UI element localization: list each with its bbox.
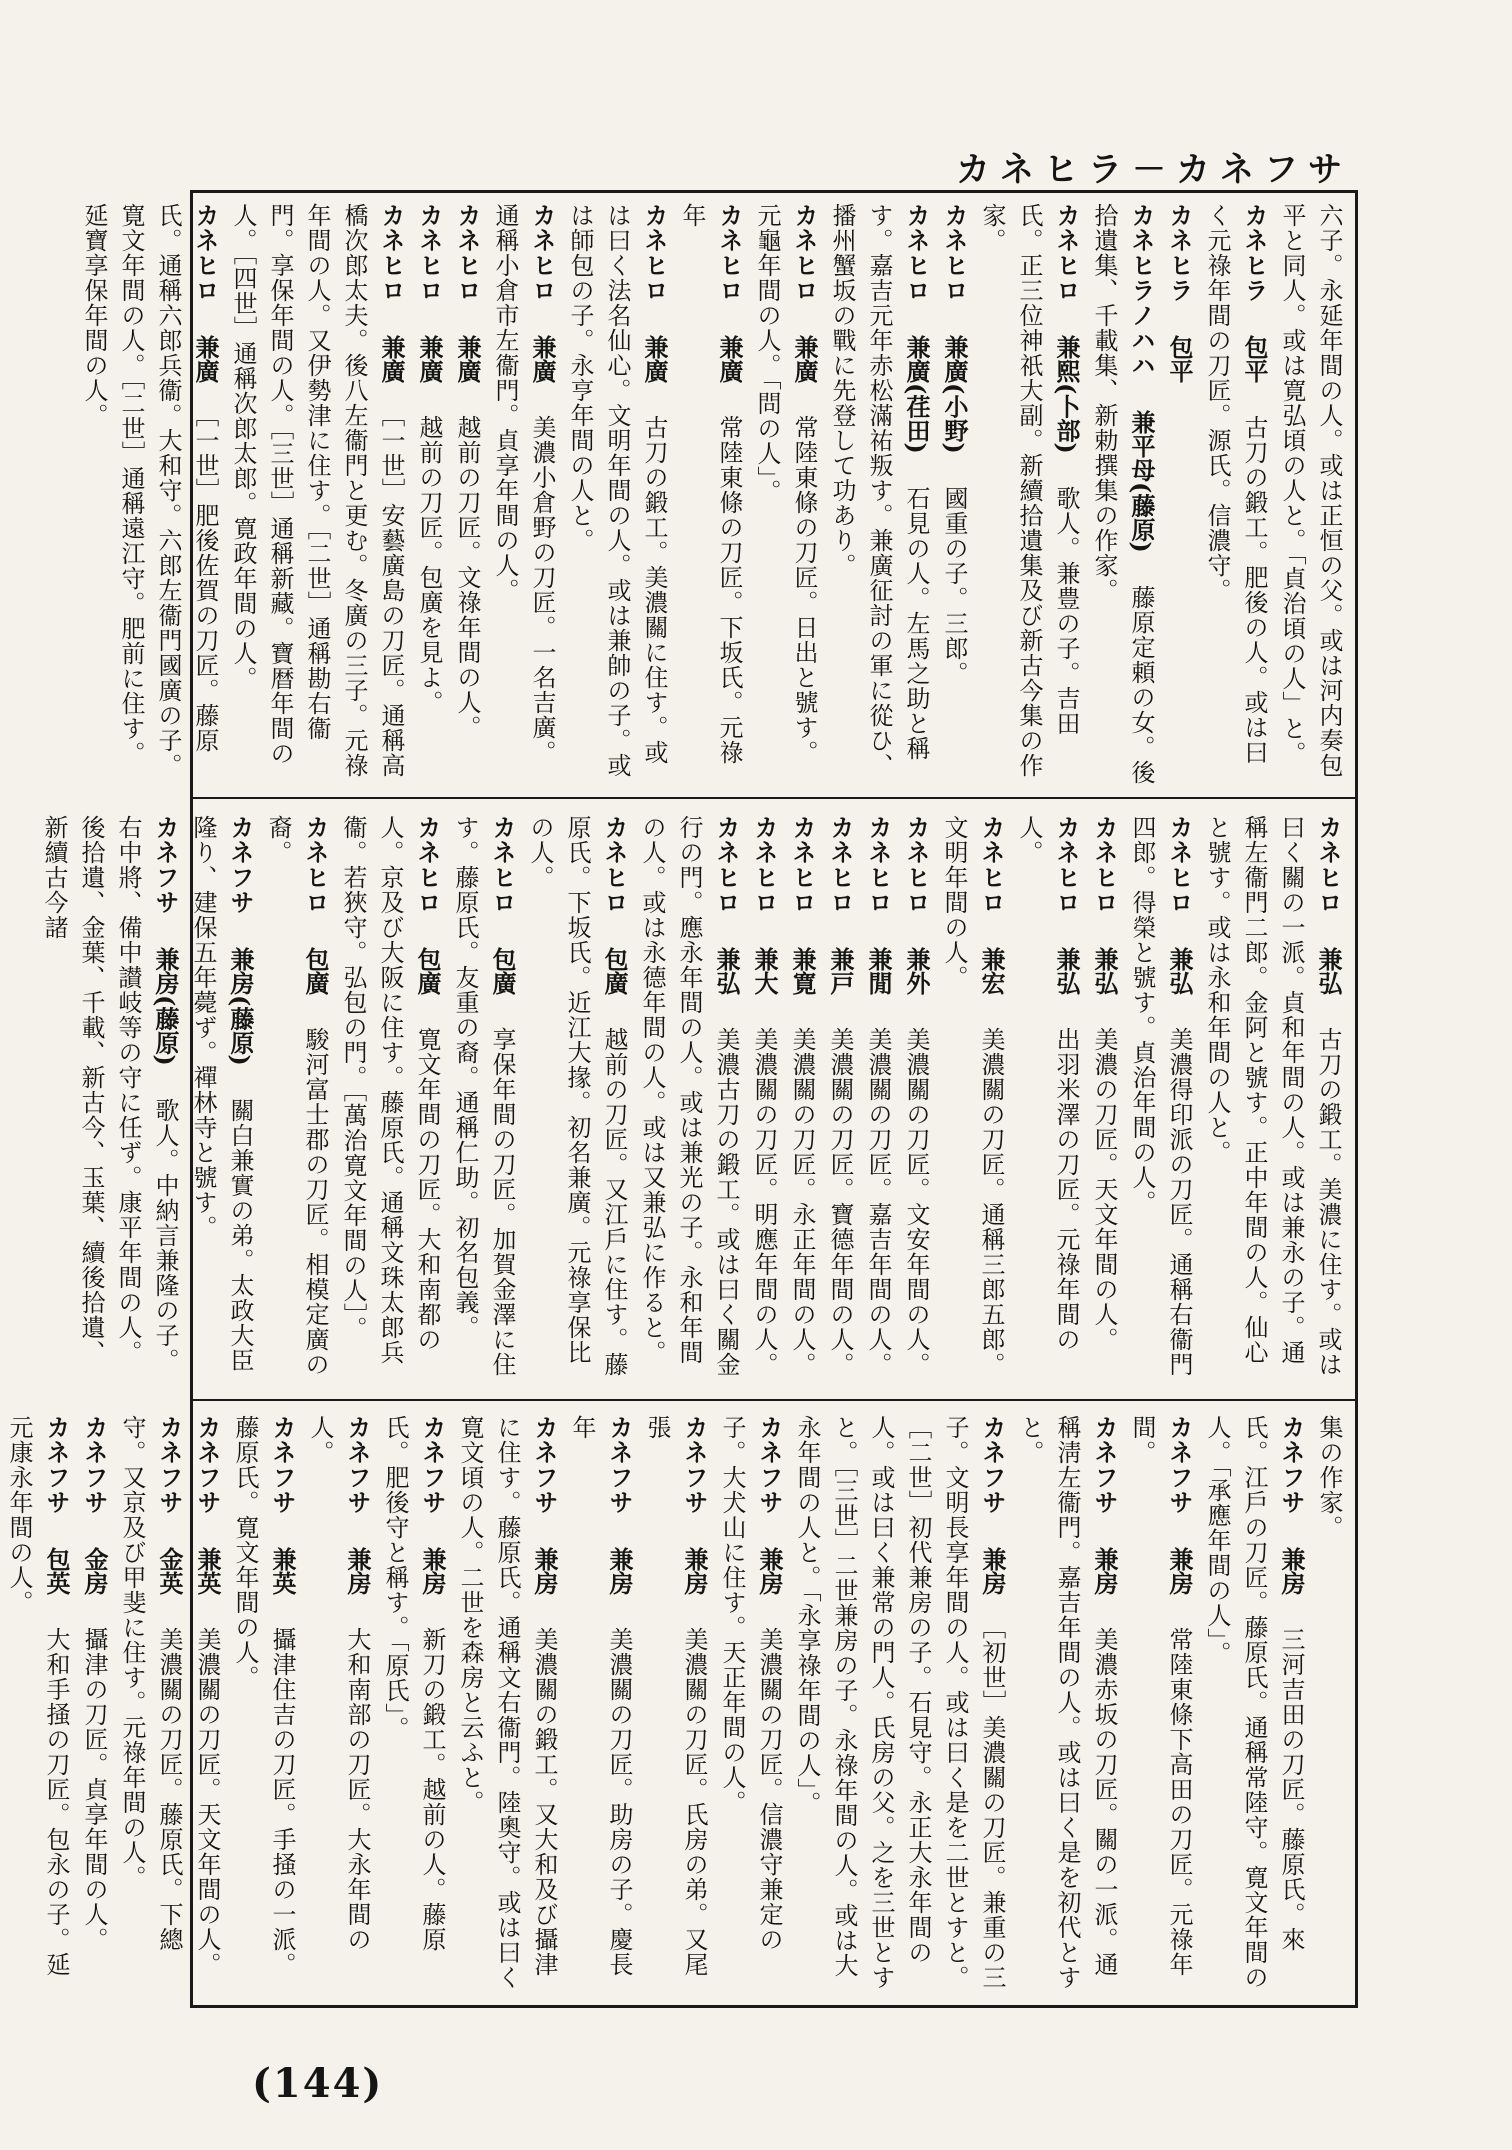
entry-headword: カネヒロ: [864, 815, 892, 915]
entry-headword: カネヒロ: [1314, 815, 1342, 915]
dictionary-entry: [301, 1415, 376, 1995]
dictionary-entry: [823, 203, 935, 785]
entry-headword: カネフサ: [978, 1415, 1006, 1515]
entry-kanji: 兼房(藤原): [226, 923, 255, 1090]
entry-headword: カネフサ: [605, 1415, 633, 1515]
dictionary-entry: [376, 1415, 451, 1995]
dictionary-entry: [446, 815, 521, 1385]
dictionary-entry: [224, 203, 410, 785]
entry-definition: 越前の刀匠。又江戶に住す。藤原氏。下坂氏。近江大掾。初名兼廣。元祿享保比の人。: [526, 815, 628, 1377]
entry-kanji: 兼弘: [1052, 923, 1081, 1019]
tier-divider: [193, 797, 1355, 799]
entry-kanji: 兼廣: [640, 311, 669, 407]
dictionary-entry: [673, 203, 748, 785]
entry-headword: カネフサ: [530, 1415, 558, 1515]
dictionary-entry: [188, 1415, 226, 1995]
entry-definition: 常陸東條下高田の刀匠。元祿年間。: [1128, 1415, 1193, 1977]
entry-headword: カネヒロ: [902, 203, 930, 303]
entry-definition: 美濃關の刀匠。信濃守兼定の子。大犬山に住す。天正年間の人。: [718, 1415, 783, 1952]
entry-headword: カネヒロ: [977, 815, 1005, 915]
dictionary-entry: [334, 815, 446, 1385]
entry-headword: カネヒロ: [1052, 203, 1080, 303]
entry-headword: カネヒロ: [750, 815, 778, 915]
entry-kanji: 兼廣: [528, 311, 557, 407]
entry-headword: カネフサ: [155, 1415, 183, 1515]
entry-headword: カネヒロ: [715, 203, 743, 303]
entry-headword: カネヒロ: [1052, 815, 1080, 915]
dictionary-entry: [638, 1415, 713, 1995]
entry-kanji: 兼外: [902, 923, 931, 1019]
entry-headword: カネヒロ: [902, 815, 930, 915]
entry-kanji: 兼廣: [790, 311, 819, 407]
entry-kanji: 兼弘: [712, 923, 741, 1019]
middle-tier: [40, 815, 1347, 1385]
entry-definition: 攝津住吉の刀匠。手掻の一派。藤原氏。寛文年間の人。: [231, 1415, 296, 1977]
entry-kanji: 兼弘: [1090, 923, 1119, 1019]
dictionary-entry: [259, 815, 334, 1385]
entry-headword: カネヒラノハハ: [1127, 203, 1155, 378]
entry-kanji: 兼房: [978, 1523, 1007, 1619]
dictionary-page-frame: [5, 190, 1358, 2008]
dictionary-entry: [0, 1415, 75, 1995]
dictionary-entry: [1123, 815, 1198, 1385]
entry-kanji: 兼房: [1277, 1523, 1306, 1619]
entry-definition: 美濃關の刀匠。嘉吉年間の人。: [864, 1027, 892, 1377]
entry-definition: 古刀の鍛工。美濃に住す。或は曰く關の一派。貞和年間の人。或は兼永の子。通稱左衞門二郎。金阿と號す。正中年間の人。仙心と號す。或は永和年間の人と。: [1203, 815, 1342, 1377]
entry-definition: 美濃關の刀匠。藤原氏。下總守。又京及び甲斐に住す。元祿年間の人。: [118, 1415, 183, 1952]
entry-kanji: 包廣: [413, 923, 442, 1019]
entry-definition: 美濃得印派の刀匠。通稱右衞門四郎。得榮と號す。貞治年間の人。: [1128, 815, 1193, 1377]
entry-definition: 美濃關の刀匠。永正年間の人。: [788, 1027, 816, 1377]
dictionary-entry: [226, 1415, 301, 1995]
entry-headword: カネヒロ: [488, 815, 516, 915]
entry-headword: カネヒロ: [377, 203, 405, 303]
entry-headword: カネフサ: [268, 1415, 296, 1515]
entry-headword: カネフサ: [1090, 1415, 1118, 1515]
entry-definition: 六子。永延年間の人。或は正恒の父。或は河内奏包平と同人。或は寛弘頃の人と。「貞治頃の人」と。: [1278, 203, 1343, 778]
entry-definition: 歌人。中納言兼隆の子。右中將、備中讃岐等の守に任ず。康平年間の人。後拾遺、金葉、千載、新古今、玉葉、續後拾遺、新續古今諸: [40, 815, 179, 1373]
entry-kanji: 兼廣: [715, 311, 744, 407]
entry-definition: 古刀の鍛工。肥後の人。或は曰く元祿年間の刀匠。源氏。信濃守。: [1203, 203, 1268, 765]
entry-definition: 新刀の鍛工。越前の人。藤原氏。肥後守と稱す。「原氏」。: [381, 1415, 446, 1952]
tier-divider: [193, 1399, 1355, 1401]
dictionary-entry: [448, 203, 486, 785]
dictionary-entry: [935, 815, 1010, 1385]
entry-headword: カネヒロ: [826, 815, 854, 915]
entry-headword: カネフサ: [343, 1415, 371, 1515]
entry-definition: 集の作家。: [1315, 1415, 1343, 1540]
entry-kanji: 兼房: [530, 1523, 559, 1619]
dictionary-entry: [713, 1415, 788, 1995]
entry-definition: 歌人。兼豊の子。吉田氏。正三位神祇大副。新續拾遺集及び新古今集の作家。: [978, 203, 1080, 778]
entry-definition: 美濃關の刀匠。通稱三郎五郎。文明年間の人。: [940, 815, 1005, 1377]
entry-headword: カネフサ: [226, 815, 254, 915]
entry-headword: カネヒロ: [191, 203, 219, 303]
dictionary-entry: [75, 203, 224, 785]
entry-definition: 美濃關の刀匠。文安年間の人。: [902, 1027, 930, 1377]
dictionary-entry: [935, 203, 973, 785]
entry-definition: 關白兼實の弟。太政大臣隆り、建保五年薨ず。禪林寺と號す。: [189, 815, 254, 1373]
entry-kanji: 包廣: [488, 923, 517, 1019]
entry-headword: カネフサ: [42, 1415, 70, 1515]
entry-headword: カネフサ: [680, 1415, 708, 1515]
entry-kanji: 兼廣(小野): [940, 311, 969, 478]
page-number: (144): [252, 2060, 384, 2107]
entry-definition: 美濃の刀匠。天文年間の人。: [1090, 1027, 1118, 1352]
entry-kanji: 金英: [155, 1523, 184, 1619]
entry-kanji: 包廣: [301, 923, 330, 1019]
entry-kanji: 兼平母(藤原): [1127, 386, 1156, 577]
entry-definition: 三河吉田の刀匠。藤原氏。來氏。江戶の刀匠。藤原氏。通稱常陸守。寛文年間の人。「承應年間の人」。: [1203, 1415, 1305, 1990]
entry-definition: 美濃赤坂の刀匠。關の一派。通稱淸左衞門。嘉吉年間の人。或は曰く是を初代とすと。: [1016, 1415, 1118, 1990]
entry-headword: カネヒラ: [1240, 203, 1268, 303]
entry-definition: 藤原定頼の女。後拾遺集、千載集、新勅撰集の作家。: [1090, 203, 1155, 785]
dictionary-entry: [859, 815, 897, 1385]
dictionary-entry: [1085, 815, 1123, 1385]
entry-kanji: 兼廣: [377, 311, 406, 407]
dictionary-entry: [1310, 1415, 1347, 1995]
dictionary-entry: [113, 1415, 188, 1995]
entry-definition: 常陸東條の刀匠。下坂氏。元祿年: [678, 203, 743, 765]
dictionary-entry: [1160, 203, 1198, 785]
entry-kanji: 兼廣: [453, 311, 482, 407]
entry-headword: カネフサ: [193, 1415, 221, 1515]
dictionary-entry: [745, 815, 783, 1385]
dictionary-entry: [35, 815, 184, 1385]
entry-definition: 美濃關の刀匠。氏房の弟。又尾張: [643, 1415, 708, 1977]
dictionary-entry: [451, 1415, 563, 1995]
entry-definition: 出羽米澤の刀匠。元祿年間の人。: [1015, 815, 1080, 1352]
dictionary-entry: [1198, 815, 1347, 1385]
entry-definition: 越前の刀匠。文祿年間の人。: [453, 415, 481, 740]
entry-kanji: 包廣: [600, 923, 629, 1019]
entry-headword: カネヒロ: [790, 203, 818, 303]
dictionary-entry: [1198, 1415, 1310, 1995]
entry-kanji: 金房: [80, 1523, 109, 1619]
entry-kanji: 兼弘: [1314, 923, 1343, 1019]
dictionary-entry: [633, 815, 745, 1385]
entry-headword: カネフサ: [755, 1415, 783, 1515]
dictionary-entry: [1198, 203, 1273, 785]
entry-definition: 美濃關の刀匠。助房の子。慶長年: [568, 1415, 633, 1977]
entry-headword: カネヒロ: [788, 815, 816, 915]
entry-headword: カネフサ: [151, 815, 179, 915]
entry-definition: 古刀の鍛工。美濃關に住す。或は曰く法名仙心。文明年間の人。或は兼帥の子。或は師包の子。永亨年間の人と。: [566, 203, 668, 778]
entry-definition: 美濃小倉野の刀匠。一名吉廣。通稱小倉市左衞門。貞享年間の人。: [491, 203, 556, 765]
entry-definition: 寛文年間の刀匠。大和南都の人。京及び大阪に住す。藤原氏。通稱文珠太郎兵衞。若狹守。弘包の門。［萬治寛文年間の人］。: [339, 815, 441, 1365]
dictionary-entry: [788, 1415, 1011, 1995]
entry-definition: ［一世］安藝廣島の刀匠。通稱高橋次郎太夫。後八左衞門と更む。冬廣の三子。元祿年間の人。又伊勢津に住す。［二世］通稱勘右衞門。享保年間の人。［三世］通稱新藏。寶暦年間の人。［四世］通稱次郎太郎。寛政年間の人。: [229, 203, 405, 778]
entry-kanji: 兼房: [1165, 1523, 1194, 1619]
entry-kanji: 兼熙(卜部): [1052, 311, 1081, 478]
entry-definition: 大和手掻の刀匠。包永の子。延元康永年間の人。: [5, 1415, 70, 1977]
dictionary-entry: [748, 203, 823, 785]
entry-definition: 石見の人。左馬之助と稱す。嘉吉元年赤松滿祐叛す。兼廣征討の軍に從ひ、播州蟹坂の戰に先登して功あり。: [828, 203, 930, 778]
upper-tier: [80, 203, 1347, 785]
dictionary-entry: [561, 203, 673, 785]
entry-definition: ［初世］美濃關の刀匠。兼重の三子。文明長享年間の人。或は曰く是を二世とすと。［二世］初代兼房の子。石見守。永正大永年間の人。或は曰く兼常の門人。氏房の父。之を三世とすと。［三世］二世兼房の子。永祿年間の人。或は大永年間の人と。「永享祿年間の人」。: [793, 1415, 1006, 1990]
lower-tier: [5, 1415, 1347, 1995]
entry-kanji: 兼廣: [415, 311, 444, 407]
dictionary-entry: [1273, 203, 1347, 785]
entry-kanji: 兼房: [343, 1523, 372, 1619]
entry-definition: 美濃關の鍛工。又大和及び攝津に住す。藤原氏。通稱文右衞門。陸奧守。或は曰く寛文頃の人。二世を森房と云ふと。: [456, 1415, 558, 1990]
dictionary-entry: [821, 815, 859, 1385]
entry-headword: カネヒロ: [453, 203, 481, 303]
dictionary-entry: [1010, 815, 1085, 1385]
entry-kanji: 兼廣: [191, 311, 220, 407]
entry-kanji: 兼廣(荏田): [902, 311, 931, 478]
entry-kanji: 包平: [1165, 311, 1194, 407]
entry-kanji: 兼英: [193, 1523, 222, 1619]
entry-kanji: 包英: [42, 1523, 71, 1619]
dictionary-entry: [410, 203, 448, 785]
running-head: カネヒラ－カネフサ: [956, 150, 1352, 190]
dictionary-entry: [486, 203, 561, 785]
entry-definition: 駿河富士郡の刀匠。相模定廣の裔。: [264, 815, 329, 1377]
dictionary-entry: [521, 815, 633, 1385]
entry-kanji: 兼房: [418, 1523, 447, 1619]
entry-headword: カネヒロ: [413, 815, 441, 915]
entry-definition: 美濃古刀の鍛工。或は曰く關金行の門。應永年間の人。或は兼光の子。永和年間の人。或は永德年間の人。或は又兼弘に作ると。: [638, 815, 740, 1377]
dictionary-entry: [1123, 1415, 1198, 1995]
entry-definition: ［一世］肥後佐賀の刀匠。藤原氏。通稱六郎兵衞。大和守。六郎左衞門國廣の子。寛文年間の人。［二世］通稱遠江守。肥前に住す。延寶享保年間の人。: [80, 203, 219, 778]
entry-headword: カネフサ: [418, 1415, 446, 1515]
entry-kanji: 兼房: [1090, 1523, 1119, 1619]
entry-headword: カネヒロ: [1165, 815, 1193, 915]
entry-headword: カネヒロ: [528, 203, 556, 303]
dictionary-entry: [1011, 1415, 1123, 1995]
entry-kanji: 兼寛: [788, 923, 817, 1019]
entry-kanji: 兼房: [605, 1523, 634, 1619]
entry-headword: カネヒロ: [640, 203, 668, 303]
entry-headword: カネフサ: [80, 1415, 108, 1515]
entry-kanji: 兼閒: [864, 923, 893, 1019]
entry-kanji: 包平: [1240, 311, 1269, 407]
entry-kanji: 兼英: [268, 1523, 297, 1619]
entry-headword: カネヒロ: [415, 203, 443, 303]
entry-headword: カネヒロ: [600, 815, 628, 915]
entry-definition: 享保年間の刀匠。加賀金澤に住す。藤原氏。友重の裔。通稱仁助。初名包義。: [451, 815, 516, 1377]
dictionary-entry: [783, 815, 821, 1385]
entry-definition: 美濃關の刀匠。明應年間の人。: [750, 1027, 778, 1377]
entry-headword: カネフサ: [1165, 1415, 1193, 1515]
entry-definition: 國重の子。三郎。: [940, 485, 968, 686]
entry-headword: カネヒロ: [940, 203, 968, 303]
entry-headword: カネヒロ: [712, 815, 740, 915]
entry-definition: 攝津の刀匠。貞享年間の人。: [80, 1627, 108, 1952]
dictionary-entry: [897, 815, 935, 1385]
entry-definition: 美濃關の刀匠。天文年間の人。: [193, 1627, 221, 1977]
entry-kanji: 兼房(藤原): [151, 923, 180, 1090]
entry-kanji: 兼大: [750, 923, 779, 1019]
dictionary-entry: [563, 1415, 638, 1995]
entry-definition: 越前の刀匠。包廣を見よ。: [415, 415, 443, 715]
entry-definition: 美濃關の刀匠。寶德年間の人。: [826, 1027, 854, 1377]
dictionary-entry: [75, 1415, 113, 1995]
entry-kanji: 兼宏: [977, 923, 1006, 1019]
entry-headword: カネヒロ: [301, 815, 329, 915]
entry-headword: カネフサ: [1277, 1415, 1305, 1515]
entry-headword: カネヒラ: [1165, 203, 1193, 303]
entry-kanji: 兼房: [680, 1523, 709, 1619]
entry-definition: 常陸東條の刀匠。日出と號す。元龜年間の人。「問の人」。: [753, 203, 818, 765]
entry-headword: カネヒロ: [1090, 815, 1118, 915]
dictionary-entry: [973, 203, 1085, 785]
entry-definition: 大和南部の刀匠。大永年間の人。: [306, 1415, 371, 1952]
entry-kanji: 兼戸: [826, 923, 855, 1019]
dictionary-entry: [184, 815, 259, 1385]
entry-kanji: 兼房: [755, 1523, 784, 1619]
entry-kanji: 兼弘: [1165, 923, 1194, 1019]
dictionary-entry: [1085, 203, 1160, 785]
